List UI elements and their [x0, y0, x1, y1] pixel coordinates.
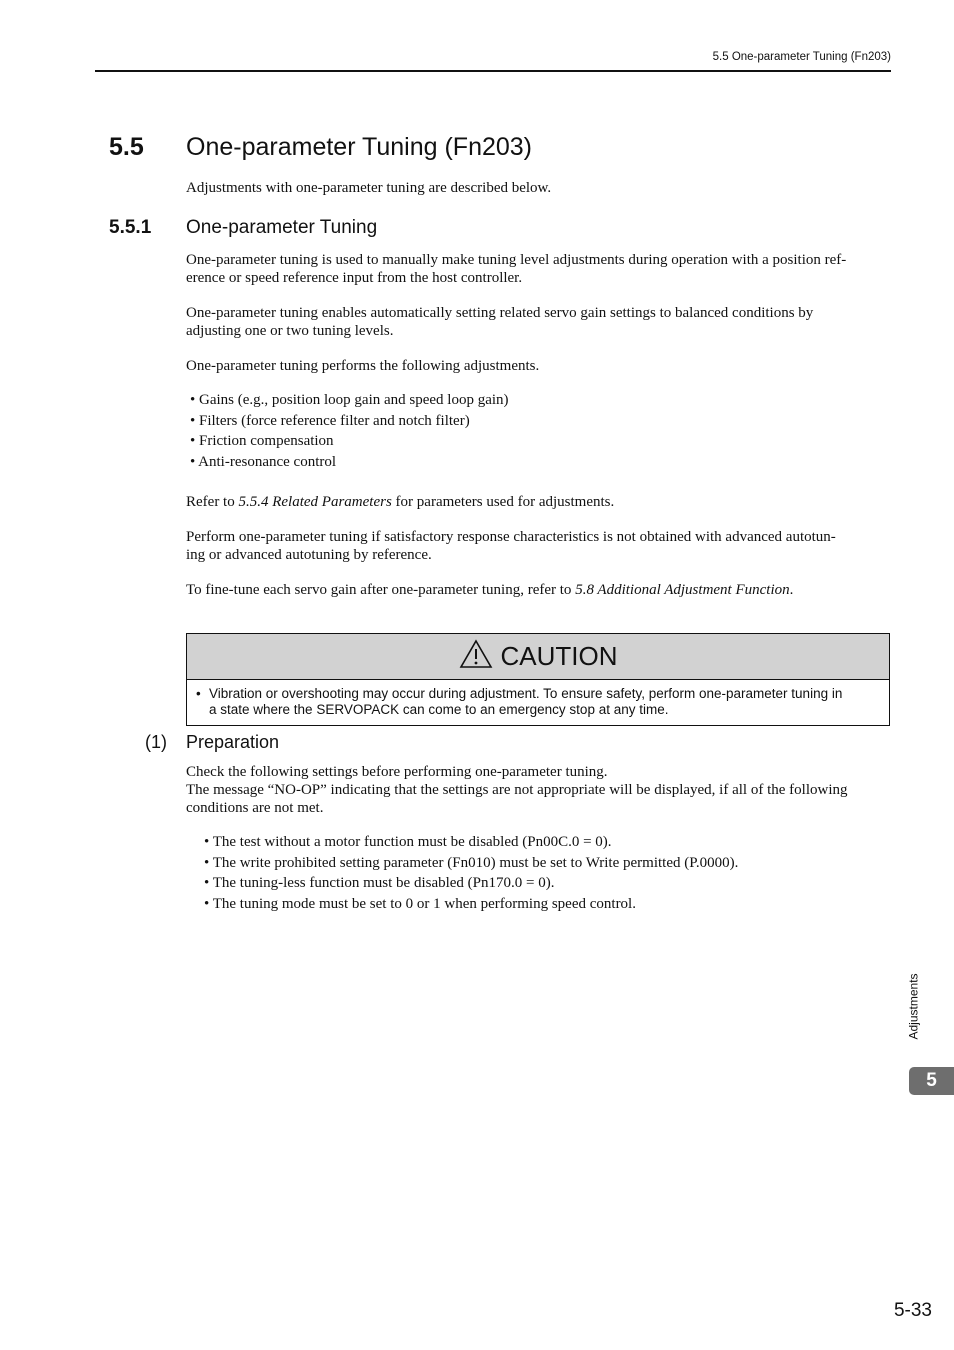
section-title: One-parameter Tuning (Fn203) — [186, 133, 533, 161]
paragraph-line: Perform one-parameter tuning if satisfactory response characteristics is not obtained with advanced autotun- — [186, 529, 836, 545]
paragraph-line: One-parameter tuning is used to manually make tuning level adjustments during operation with a position ref- — [186, 252, 847, 268]
subsection-number: 5.5.1 — [109, 217, 152, 238]
caution-bullet: • — [196, 686, 201, 701]
paragraph-refer — [186, 493, 891, 511]
paragraph-line: ing or advanced autotuning by reference. — [186, 547, 432, 563]
paragraph-line: One-parameter tuning enables automatically setting related servo gain settings to balanced conditions by — [186, 305, 814, 321]
list-item: • The write prohibited setting parameter (Fn010) must be set to Write permitted (P.0000). — [204, 854, 739, 871]
paragraph-finetune — [186, 581, 891, 599]
running-header: 5.5 One-parameter Tuning (Fn203) — [712, 51, 891, 63]
paragraph-line: The message “NO-OP” indicating that the settings are not appropriate will be displayed, if all of the following — [186, 782, 848, 798]
section-intro: Adjustments with one-parameter tuning are described below. — [186, 180, 552, 196]
preparation-paragraph — [186, 763, 891, 817]
paragraph-purpose — [186, 251, 891, 287]
subsection-title: One-parameter Tuning — [186, 217, 378, 238]
finetune-prefix: To fine-tune each servo gain after one-parameter tuning, refer to — [186, 582, 576, 598]
side-tab-label: Adjustments — [906, 973, 921, 1040]
list-item: • The test without a motor function must be disabled (Pn00C.0 = 0). — [204, 834, 612, 850]
caution-text — [187, 680, 889, 718]
paragraph-automatic — [186, 304, 891, 340]
list-item: • The tuning-less function must be disabled (Pn170.0 = 0). — [204, 875, 555, 892]
paragraph-adjustments: One-parameter tuning performs the following adjustments. — [186, 358, 540, 374]
paragraph-line: erence or speed reference input from the host controller. — [186, 270, 523, 286]
paragraph-perform — [186, 528, 891, 564]
adjustment-list — [190, 390, 880, 473]
page-number: 5-33 — [893, 1300, 932, 1321]
paragraph-line: conditions are not met. — [186, 800, 324, 816]
caution-line: Vibration or overshooting may occur during adjustment. To ensure safety, perform one-parameter tuning in — [209, 686, 843, 701]
warning-triangle-icon — [459, 639, 493, 674]
list-item: • The tuning mode must be set to 0 or 1 when performing speed control. — [204, 896, 636, 913]
paragraph-line: adjusting one or two tuning levels. — [186, 323, 394, 339]
caution-header — [187, 634, 889, 680]
finetune-suffix: . — [789, 582, 794, 598]
list-item: • Filters (force reference filter and notch filter) — [190, 412, 470, 429]
caution-heading: CAUTION — [500, 641, 618, 671]
list-item: • Anti-resonance control — [190, 454, 337, 471]
preparation-title: Preparation — [186, 732, 280, 752]
preparation-number: (1) — [145, 732, 167, 752]
list-item: • Friction compensation — [190, 433, 334, 450]
refer-prefix: Refer to — [186, 494, 239, 510]
header-rule — [95, 70, 891, 72]
paragraph-line: Check the following settings before performing one-parameter tuning. — [186, 764, 608, 780]
caution-line: a state where the SERVOPACK can come to an emergency stop at any time. — [209, 702, 669, 717]
preparation-list — [204, 832, 884, 915]
additional-adjustment-link[interactable]: 5.8 Additional Adjustment Function — [575, 582, 790, 598]
caution-box — [186, 633, 890, 726]
list-item: • Gains (e.g., position loop gain and speed loop gain) — [190, 392, 509, 408]
refer-suffix: for parameters used for adjustments. — [391, 494, 615, 510]
section-number: 5.5 — [109, 133, 144, 161]
related-parameters-link[interactable]: 5.5.4 Related Parameters — [238, 494, 392, 510]
chapter-tab: 5 — [909, 1067, 954, 1095]
